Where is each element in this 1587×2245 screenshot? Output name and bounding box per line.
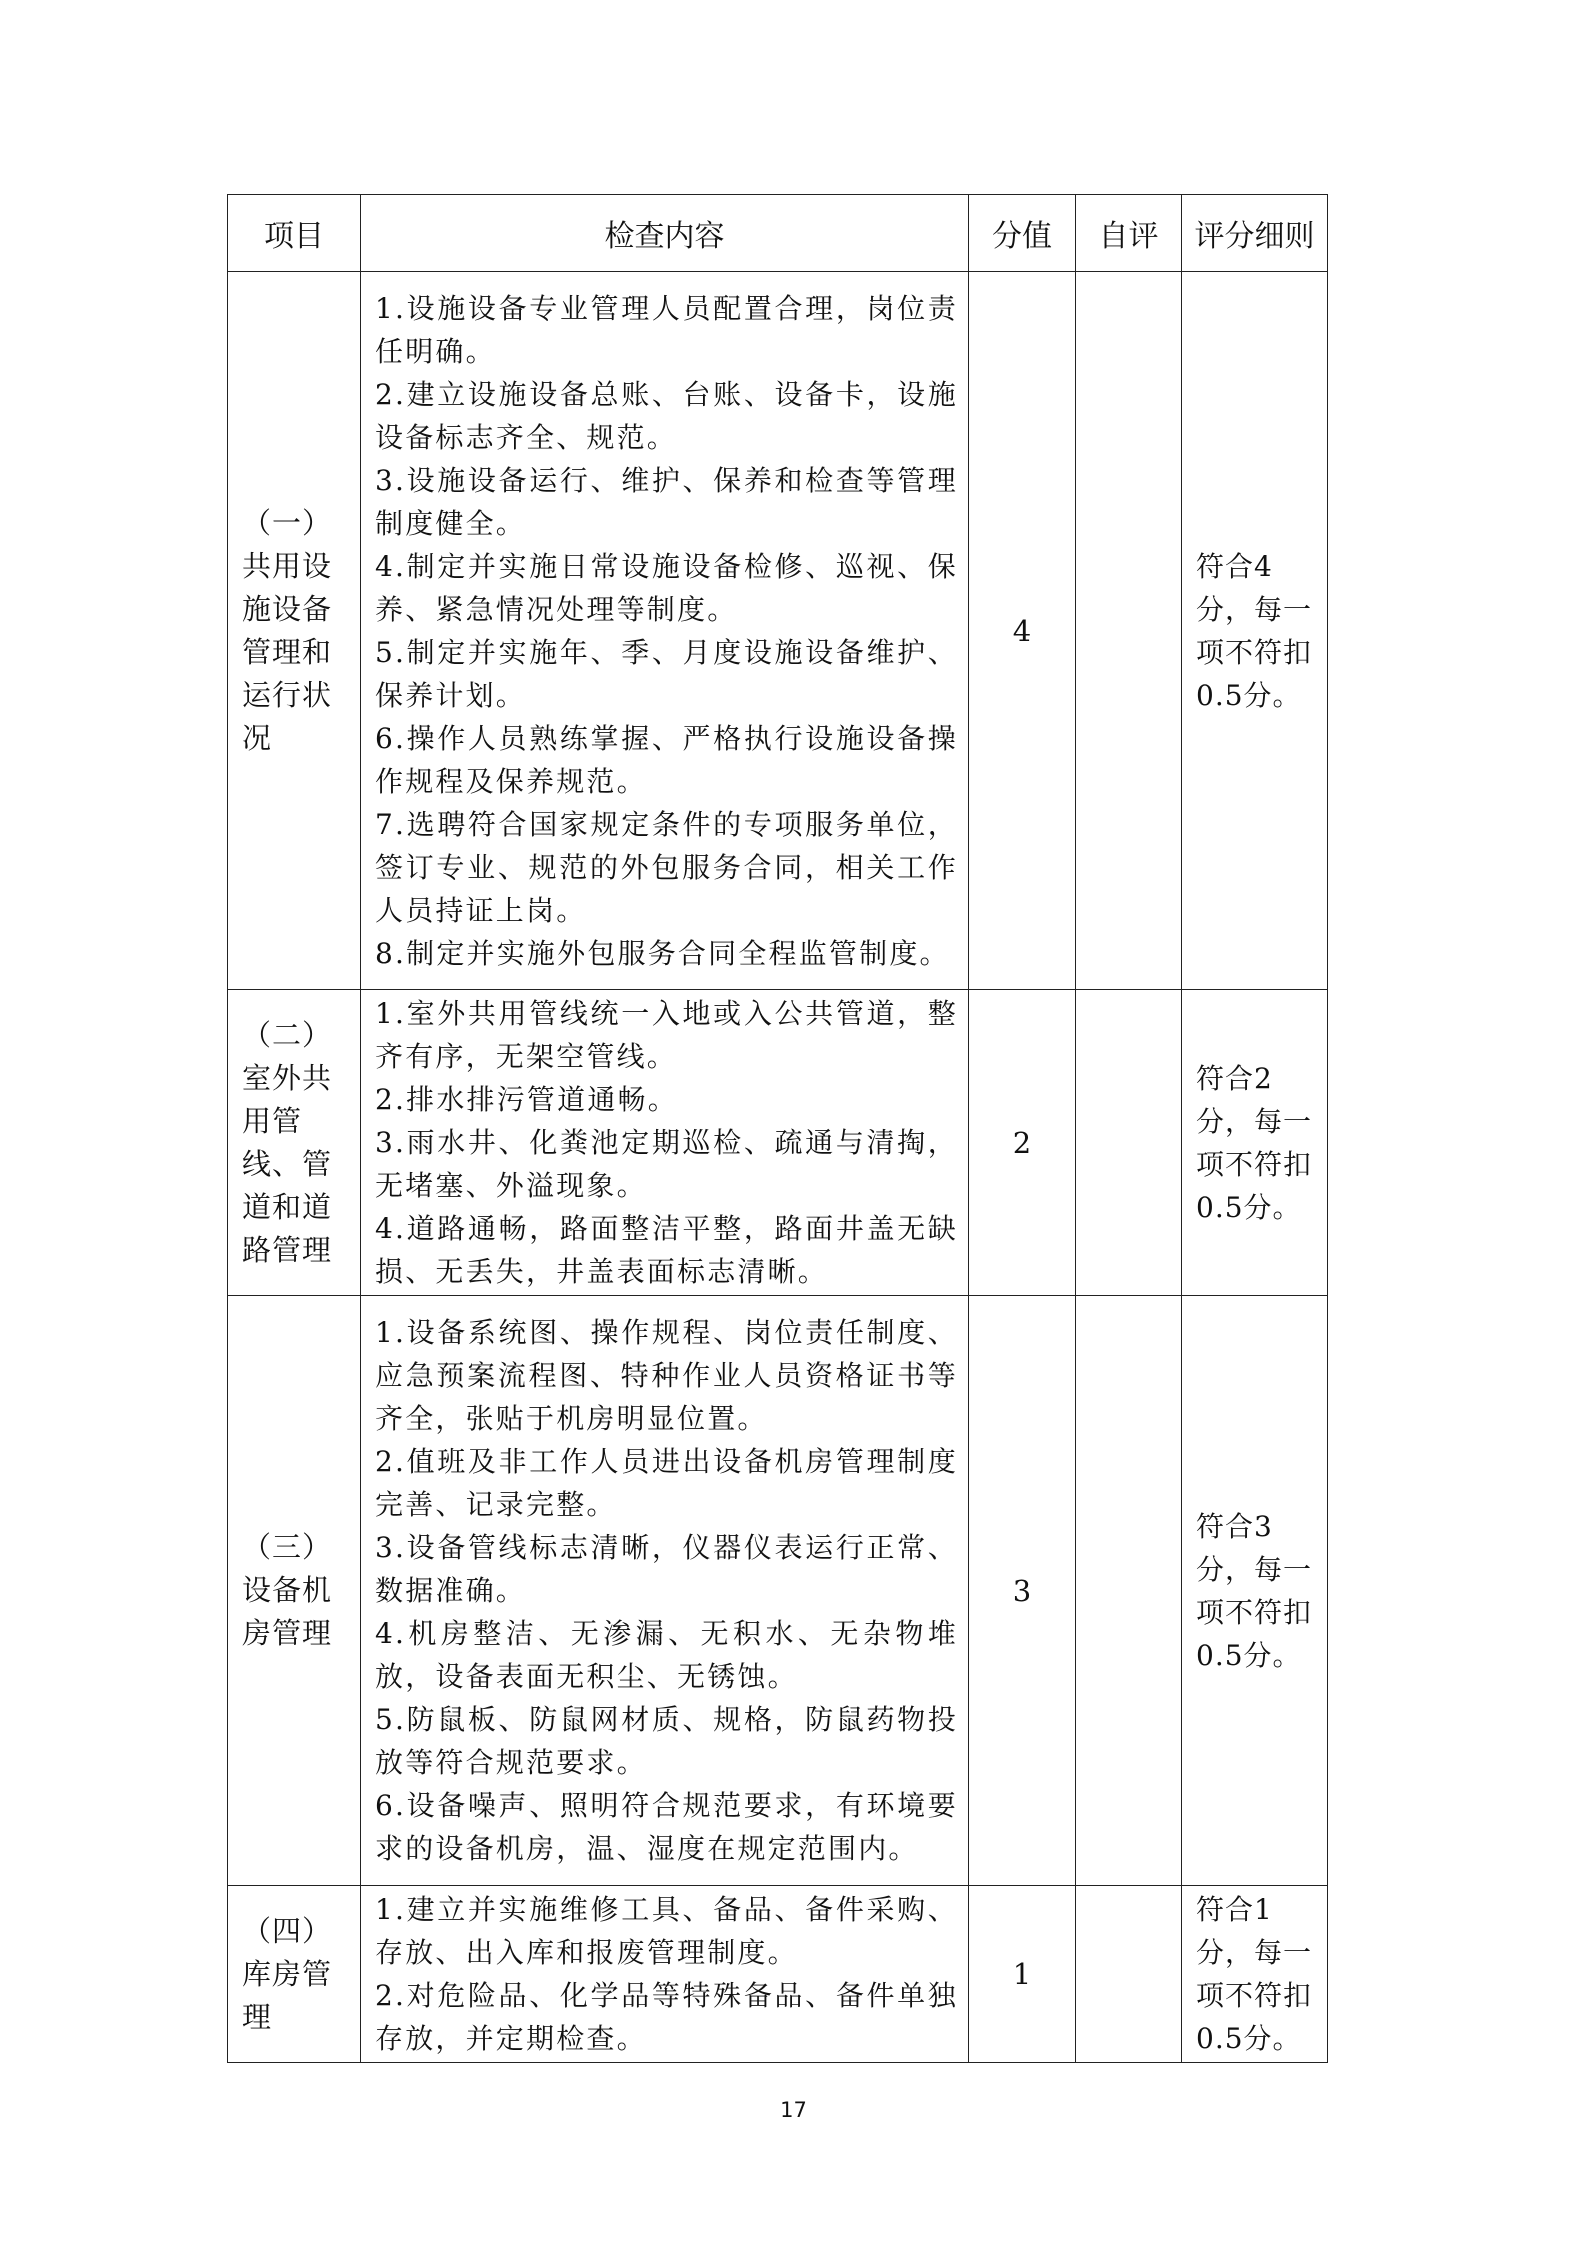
item-label: （三）设备机房管理 xyxy=(242,1530,333,1650)
header-item: 项目 xyxy=(228,195,361,272)
item-label: （四）库房管理 xyxy=(242,1913,333,2034)
header-self-eval: 自评 xyxy=(1076,195,1182,272)
content-line: 5.制定并实施年、季、月度设施设备维护、保养计划。 xyxy=(375,635,958,712)
content-line: 5.防鼠板、防鼠网材质、规格，防鼠药物投放等符合规范要求。 xyxy=(375,1703,958,1779)
content-line: 1.室外共用管线统一入地或入公共管道，整齐有序，无架空管线。 xyxy=(375,997,958,1073)
rule-text: 符合2分，每一项不符扣 0.5分。 xyxy=(1196,1061,1313,1224)
item-label: （二）室外共用管线、管道和道路管理 xyxy=(242,1017,333,1267)
content-cell xyxy=(361,272,969,990)
content-cell xyxy=(361,990,969,1296)
content-cell xyxy=(361,1886,969,2063)
header-score: 分值 xyxy=(969,195,1076,272)
rule-cell xyxy=(1182,272,1328,990)
item-cell xyxy=(228,990,361,1296)
content-line: 1.建立并实施维修工具、备品、备件采购、存放、出入库和报废管理制度。 xyxy=(375,1893,958,1969)
header-content: 检查内容 xyxy=(361,195,969,272)
content-line: 6.设备噪声、照明符合规范要求，有环境要求的设备机房，温、湿度在规定范围内。 xyxy=(375,1789,958,1865)
table-row xyxy=(228,1296,1328,1886)
rule-text: 符合3分，每一项不符扣 0.5分。 xyxy=(1196,1509,1313,1672)
content-cell xyxy=(361,1296,969,1886)
content-line: 4.机房整洁、无渗漏、无积水、无杂物堆放，设备表面无积尘、无锈蚀。 xyxy=(375,1617,958,1693)
content-line: 2.对危险品、化学品等特殊备品、备件单独存放，并定期检查。 xyxy=(375,1979,958,2055)
content-line: 2.建立设施设备总账、台账、设备卡，设施设备标志齐全、规范。 xyxy=(375,377,958,454)
score-cell: 2 xyxy=(969,990,1076,1296)
content-line: 6.操作人员熟练掌握、严格执行设施设备操作规程及保养规范。 xyxy=(375,721,958,798)
rule-text: 符合1分，每一项不符扣 0.5分。 xyxy=(1196,1893,1313,2055)
self-eval-cell[interactable] xyxy=(1076,1296,1182,1886)
item-cell xyxy=(228,272,361,990)
self-eval-cell[interactable] xyxy=(1076,1886,1182,2063)
self-eval-cell[interactable] xyxy=(1076,990,1182,1296)
rule-cell xyxy=(1182,990,1328,1296)
table-row xyxy=(228,272,1328,990)
rule-text: 符合4分，每一项不符扣 0.5分。 xyxy=(1196,549,1313,712)
table-row xyxy=(228,990,1328,1296)
content-line: 8.制定并实施外包服务合同全程监管制度。 xyxy=(375,936,950,970)
score-cell: 4 xyxy=(969,272,1076,990)
table-row xyxy=(228,1886,1328,2063)
item-cell xyxy=(228,1886,361,2063)
page-number: 17 xyxy=(780,2098,807,2122)
content-line: 4.道路通畅，路面整洁平整，路面井盖无缺损、无丢失，井盖表面标志清晰。 xyxy=(375,1212,958,1288)
inspection-table xyxy=(227,194,1328,2063)
content-line: 3.设备管线标志清晰，仪器仪表运行正常、数据准确。 xyxy=(375,1531,958,1607)
content-line: 2.值班及非工作人员进出设备机房管理制度完善、记录完整。 xyxy=(375,1445,958,1521)
content-line: 2.排水排污管道通畅。 xyxy=(375,1083,678,1116)
rule-cell xyxy=(1182,1296,1328,1886)
rule-cell xyxy=(1182,1886,1328,2063)
score-cell: 3 xyxy=(969,1296,1076,1886)
content-line: 7.选聘符合国家规定条件的专项服务单位，签订专业、规范的外包服务合同，相关工作人员持证上岗。 xyxy=(375,807,958,927)
item-cell xyxy=(228,1296,361,1886)
item-label: （一）共用设施设备管理和运行状况 xyxy=(242,505,333,755)
content-line: 4.制定并实施日常设施设备检修、巡视、保养、紧急情况处理等制度。 xyxy=(375,549,958,626)
content-line: 1.设施设备专业管理人员配置合理，岗位责任明确。 xyxy=(375,291,958,368)
self-eval-cell[interactable] xyxy=(1076,272,1182,990)
content-line: 3.设施设备运行、维护、保养和检查等管理制度健全。 xyxy=(375,463,958,540)
content-line: 3.雨水井、化粪池定期巡检、疏通与清掏，无堵塞、外溢现象。 xyxy=(375,1126,958,1202)
score-cell: 1 xyxy=(969,1886,1076,2063)
header-rule: 评分细则 xyxy=(1182,195,1328,272)
content-line: 1.设备系统图、操作规程、岗位责任制度、应急预案流程图、特种作业人员资格证书等齐全，张贴于机房明显位置。 xyxy=(375,1316,958,1435)
table-header-row xyxy=(228,195,1328,272)
